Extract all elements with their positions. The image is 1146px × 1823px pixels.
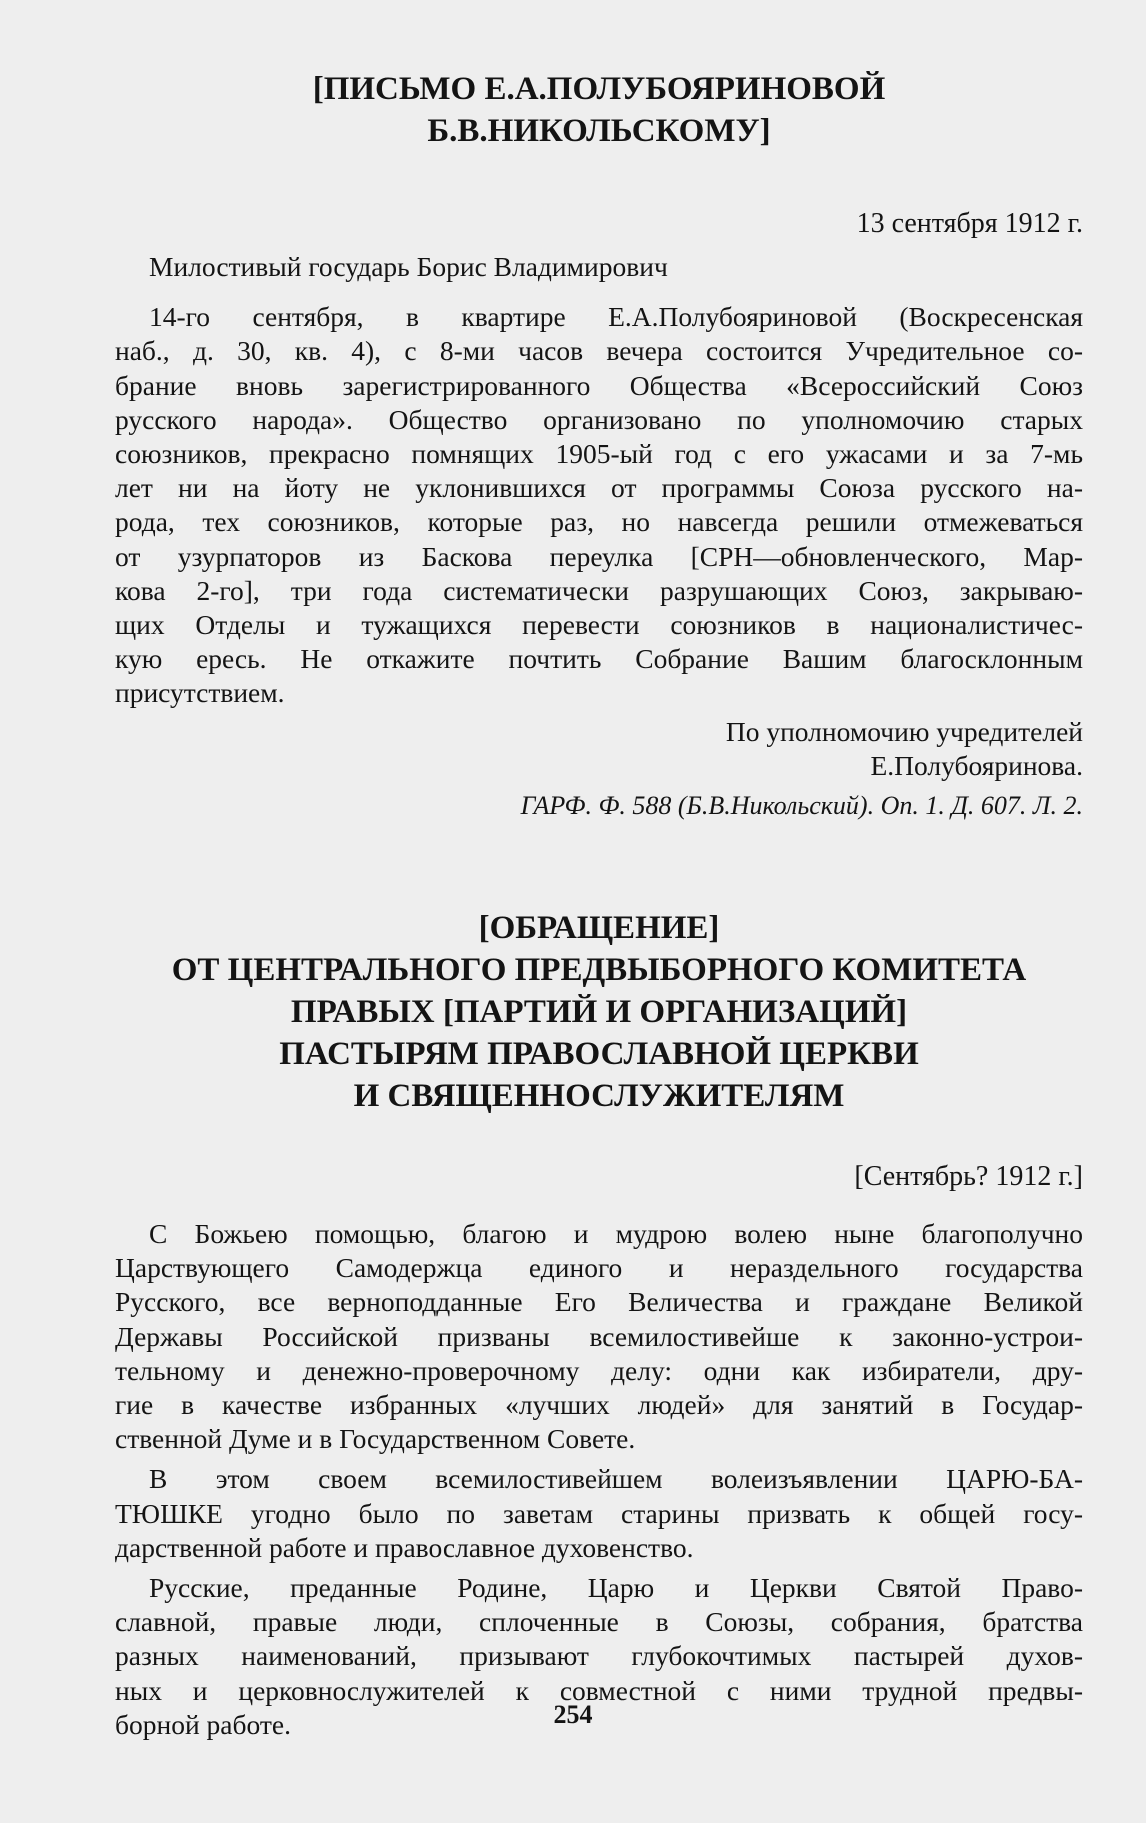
- letter-title: [115, 68, 1083, 152]
- appeal-line: Русские, преданные Родине, Царю и Церкви Святой Право-: [149, 1572, 1083, 1604]
- letter-body-line: лет ни на йоту не уклонившихся от программы Союза русского на-: [115, 472, 1083, 504]
- appeal-title-line: [ОБРАЩЕНИЕ]: [478, 910, 720, 947]
- appeal-line: тельному и денежно-проверочному делу: одни как избиратели, дру-: [115, 1354, 1083, 1386]
- letter-body-line: кую ересь. Не откажите почтить Собрание Вашим благосклонным: [115, 643, 1083, 675]
- letter-body: [115, 300, 1083, 710]
- appeal-title-line: ПАСТЫРЯМ ПРАВОСЛАВНОЙ ЦЕРКВИ: [279, 1036, 919, 1073]
- letter-title-line: Б.В.НИКОЛЬСКОМУ]: [427, 113, 771, 149]
- archive-reference: ГАРФ. Ф. 588 (Б.В.Никольский). Оп. 1. Д. 607. Л. 2.: [520, 791, 1083, 821]
- appeal-title-line: И СВЯЩЕННОСЛУЖИТЕЛЯМ: [353, 1078, 845, 1115]
- letter-body-line: русского народа». Общество организовано по уполномочию старых: [115, 403, 1083, 435]
- appeal-line: разных наименований, призывают глубокочтимых пастырей духов-: [115, 1640, 1083, 1672]
- letter-body-line: присутствием.: [115, 677, 285, 709]
- appeal-line: Русского, все верноподданные Его Величества и граждане Великой: [115, 1286, 1083, 1318]
- letter-body-line: наб., д. 30, кв. 4), с 8-ми часов вечера состоится Учредительное со-: [115, 335, 1083, 367]
- appeal-line: борной работе.: [115, 1708, 291, 1740]
- letter-signature-name: Е.Полубояринова.: [870, 749, 1083, 781]
- appeal-paragraph-1: [115, 1217, 1083, 1456]
- appeal-paragraph-2: [115, 1462, 1083, 1565]
- appeal-line: ТЮШКЕ угодно было по заветам старины призвать к общей госу-: [115, 1497, 1083, 1529]
- letter-salutation: Милостивый государь Борис Владимирович: [149, 251, 668, 282]
- appeal-line: Державы Российской призваны всемилостивейше к законно-устрои-: [115, 1320, 1083, 1352]
- letter-body-line: рода, тех союзников, которые раз, но навсегда решили отмежеваться: [115, 506, 1083, 538]
- appeal-line: славной, правые люди, сплоченные в Союзы, собрания, братства: [115, 1606, 1083, 1638]
- letter-title-line: [ПИСЬМО Е.А.ПОЛУБОЯРИНОВОЙ: [312, 71, 886, 107]
- appeal-line: ных и церковнослужителей к совместной с ними трудной предвы-: [115, 1674, 1083, 1706]
- letter-body-line: союзников, прекрасно помнящих 1905-ый год с его ужасами и за 7-мь: [115, 438, 1083, 470]
- appeal-line: дарственной работе и православное духовенство.: [115, 1531, 694, 1563]
- appeal-date: [Сентябрь? 1912 г.]: [854, 1161, 1083, 1193]
- appeal-line: гие в качестве избранных «лучших людей» для занятий в Государ-: [115, 1389, 1083, 1421]
- appeal-title-line: ПРАВЫХ [ПАРТИЙ И ОРГАНИЗАЦИЙ]: [290, 994, 908, 1031]
- appeal-title-line: ОТ ЦЕНТРАЛЬНОГО ПРЕДВЫБОРНОГО КОМИТЕТА: [171, 952, 1027, 989]
- page-content: [115, 68, 1083, 1742]
- appeal-line: В этом своем всемилостивейшем волеизъявлении ЦАРЮ-БА-: [149, 1463, 1083, 1495]
- letter-body-line: от узурпаторов из Баскова переулка [СРН—обновленческого, Мар-: [115, 540, 1083, 572]
- appeal-line: Царствующего Самодержца единого и нераздельного государства: [115, 1252, 1083, 1284]
- page-number: 254: [553, 1700, 593, 1729]
- letter-body-line: щих Отделы и тужащихся перевести союзников в националистичес-: [115, 609, 1083, 641]
- letter-body-line: брание вновь зарегистрированного Общества «Всероссийский Союз: [115, 369, 1083, 401]
- appeal-line: ственной Думе и в Государственном Совете.: [115, 1423, 636, 1455]
- letter-signature-title: По уполномочию учредителей: [725, 715, 1083, 747]
- letter-date: 13 сентября 1912 г.: [856, 208, 1083, 239]
- letter-body-line: кова 2-го], три года систематически разрушающих Союз, закрываю-: [115, 574, 1083, 606]
- appeal-line: С Божьею помощью, благою и мудрою волею ныне благополучно: [149, 1218, 1083, 1250]
- appeal-title: [115, 907, 1083, 1117]
- letter-body-line: 14-го сентября, в квартире Е.А.Полубояриновой (Воскресенская: [149, 301, 1083, 333]
